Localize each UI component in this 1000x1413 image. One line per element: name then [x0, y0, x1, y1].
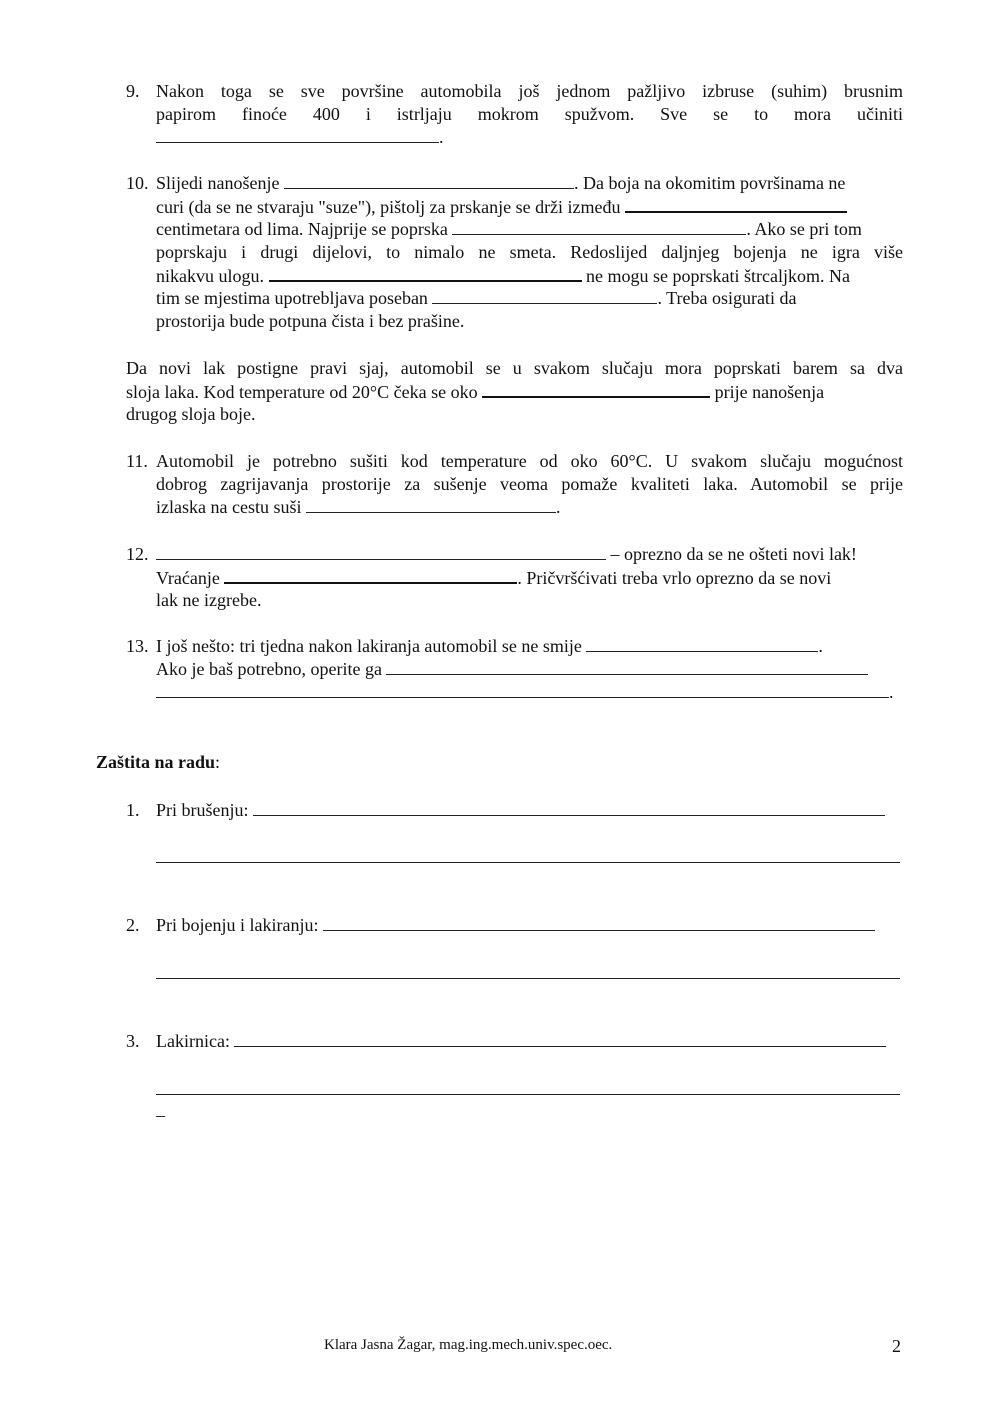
- safety-item-2-line-2: [156, 962, 900, 985]
- safety-item-1: Pri brušenju:: [156, 799, 885, 822]
- question-9-line-2: papirom finoće 400 i istrljaju mokrom spužvom. Sve se to mora učiniti: [156, 104, 903, 124]
- answer-blank-safety-2a[interactable]: [323, 914, 875, 931]
- page-number: 2: [892, 1336, 901, 1356]
- question-10-line-1: Slijedi nanošenje . Da boja na okomitim površinama ne: [156, 173, 846, 193]
- safety-item-1-line-2: [156, 846, 900, 869]
- safety-item-3-number: 3.: [126, 1031, 140, 1051]
- question-12-line-2: Vraćanje . Pričvršćivati treba vrlo oprezno da se novi: [156, 568, 832, 588]
- answer-blank-q10-5[interactable]: [432, 287, 657, 304]
- question-11-number: 11.: [126, 451, 148, 471]
- question-13-line-1: I još nešto: tri tjedna nakon lakiranja automobil se ne smije .: [156, 636, 823, 656]
- question-10-line-2: curi (da se ne stvaraju "suze"), pištolj za prskanje se drži između: [156, 195, 847, 219]
- answer-blank-q13-1[interactable]: [586, 635, 818, 652]
- answer-blank-safety-3a[interactable]: [234, 1030, 886, 1047]
- question-9-line-3: .: [156, 126, 444, 149]
- safety-heading: Zaštita na radu:: [96, 752, 221, 772]
- question-13-number: 13.: [126, 636, 149, 656]
- question-12-line-1: – oprezno da se ne ošteti novi lak!: [156, 543, 857, 566]
- question-12-number: 12.: [126, 544, 149, 564]
- answer-blank-q13-2[interactable]: [386, 658, 868, 675]
- question-10-line-4: poprskaju i drugi dijelovi, to nimalo ne smeta. Redoslijed daljnjeg bojenja ne igra više: [156, 242, 903, 262]
- answer-blank-paragraph[interactable]: [482, 380, 710, 398]
- paragraph-line-2: sloja laka. Kod temperature od 20°C čeka se oko prije nanošenja: [126, 382, 825, 402]
- safety-item-1-number: 1.: [126, 800, 140, 820]
- answer-blank-q13-3[interactable]: [156, 681, 889, 698]
- question-9-line-1: Nakon toga se sve površine automobila još jednom pažljivo izbruse (suhim) brusnim: [156, 81, 903, 101]
- answer-blank-q12-2[interactable]: [224, 566, 517, 584]
- answer-blank-safety-2b[interactable]: [156, 962, 900, 979]
- answer-blank-safety-1b[interactable]: [156, 846, 900, 863]
- safety-item-2: Pri bojenju i lakiranju:: [156, 914, 875, 937]
- answer-blank-safety-1a[interactable]: [253, 799, 885, 816]
- answer-blank-safety-3b[interactable]: [156, 1078, 900, 1095]
- question-10-line-7: prostorija bude potpuna čista i bez prašine.: [156, 311, 465, 331]
- question-9-number: 9.: [126, 81, 140, 101]
- safety-item-3: Lakirnica:: [156, 1030, 886, 1053]
- question-12-line-3: lak ne izgrebe.: [156, 590, 262, 610]
- question-10-line-5: nikakvu ulogu. ne mogu se poprskati štrcaljkom. Na: [156, 266, 850, 286]
- question-13-line-2: Ako je baš potrebno, operite ga: [156, 658, 868, 681]
- question-10-number: 10.: [126, 173, 149, 193]
- answer-blank-q9[interactable]: [156, 126, 439, 143]
- question-11-line-3: izlaska na cestu suši .: [156, 497, 561, 517]
- question-10-line-3: centimetara od lima. Najprije se poprska . Ako se pri tom: [156, 219, 862, 239]
- answer-blank-q10-1[interactable]: [284, 172, 574, 189]
- safety-item-3-line-2: [156, 1078, 900, 1101]
- footer-author: Klara Jasna Žagar, mag.ing.mech.univ.spec.oec.: [324, 1337, 613, 1353]
- paragraph-line-3: drugog sloja boje.: [126, 404, 256, 424]
- safety-item-2-number: 2.: [126, 915, 140, 935]
- answer-blank-q10-2[interactable]: [625, 195, 847, 213]
- question-11-line-1: Automobil je potrebno sušiti kod temperature od oko 60°C. U svakom slučaju mogućnost: [156, 451, 903, 471]
- trailing-dash: –: [156, 1105, 165, 1125]
- question-13-line-3: .: [156, 681, 894, 704]
- paragraph-line-1: Da novi lak postigne pravi sjaj, automobil se u svakom slučaju mora poprskati barem sa dva: [126, 358, 903, 378]
- question-11-line-2: dobrog zagrijavanja prostorije za sušenje veoma pomaže kvaliteti laka. Automobil se prije: [156, 474, 903, 494]
- answer-blank-q11[interactable]: [306, 496, 556, 513]
- answer-blank-q10-3[interactable]: [452, 218, 746, 235]
- question-10-line-6: tim se mjestima upotrebljava poseban . Treba osigurati da: [156, 288, 797, 308]
- answer-blank-q12-1[interactable]: [156, 543, 606, 560]
- answer-blank-q10-4[interactable]: [269, 264, 582, 282]
